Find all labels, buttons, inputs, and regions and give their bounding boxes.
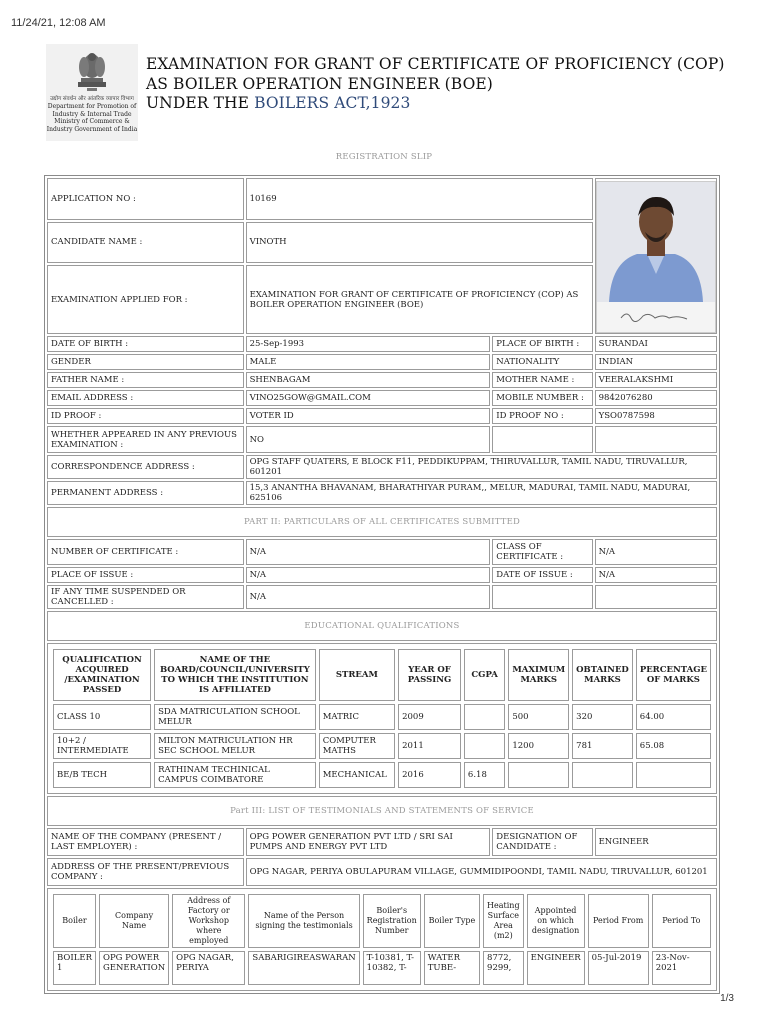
svc-cell: OPG POWER GENERATION (99, 951, 169, 985)
svc-cell: WATER TUBE- (424, 951, 480, 985)
appeared-value: NO (246, 426, 491, 453)
svc-col-header: Address of Factory or Workshop where employed (172, 894, 245, 948)
gender-value: MALE (246, 354, 491, 370)
idproof-value: VOTER ID (246, 408, 491, 424)
svc-cell: SABARIGIREASWARAN (248, 951, 359, 985)
edu-cell: 2009 (398, 704, 461, 730)
edu-cell: 65.08 (636, 733, 711, 759)
mother-value: VEERALAKSHMI (595, 372, 717, 388)
exam-value: EXAMINATION FOR GRANT OF CERTIFICATE OF PROFICIENCY (COP) AS BOILER OPERATION ENGINEER (BOE) (246, 265, 593, 334)
edu-cell (636, 762, 711, 788)
table-row (53, 733, 711, 759)
edu-col-header: PERCENTAGE OF MARKS (636, 649, 711, 701)
edu-cell: RATHINAM TECHINICAL CAMPUS COIMBATORE (154, 762, 316, 788)
edu-cell: BE/B TECH (53, 762, 151, 788)
edu-cell: 10+2 / INTERMEDIATE (53, 733, 151, 759)
edu-col-header: QUALIFICATION ACQUIRED /EXAMINATION PASSED (53, 649, 151, 701)
education-heading: EDUCATIONAL QUALIFICATIONS (47, 611, 717, 641)
table-row (53, 704, 711, 730)
dept-line: Department for Promotion of (47, 103, 137, 111)
national-emblem-icon (72, 48, 112, 92)
svc-cell: 05-Jul-2019 (588, 951, 649, 985)
svc-col-header: Period From (588, 894, 649, 948)
dept-line: Industry & Internal Trade (52, 110, 132, 118)
corr-address-label: CORRESPONDENCE ADDRESS : (47, 455, 244, 479)
candidate-name-value: VINOTH (246, 222, 593, 264)
mother-label: MOTHER NAME : (492, 372, 592, 388)
svc-col-header: Heating Surface Area (m2) (483, 894, 524, 948)
edu-cell: 1200 (508, 733, 569, 759)
candidate-name-label: CANDIDATE NAME : (47, 222, 244, 264)
svc-col-header: Name of the Person signing the testimonials (248, 894, 359, 948)
empty-cell (492, 585, 592, 609)
edu-col-header: CGPA (464, 649, 505, 701)
dept-line: Ministry of Commerce & (54, 118, 130, 126)
table-row (53, 762, 711, 788)
idproofno-value: YSO0787598 (595, 408, 717, 424)
edu-cell (508, 762, 569, 788)
svc-col-header: Boiler Type (424, 894, 480, 948)
father-label: FATHER NAME : (47, 372, 244, 388)
edu-cell: MECHANICAL (319, 762, 395, 788)
svc-col-header: Boiler's Registration Number (363, 894, 421, 948)
idproofno-label: ID PROOF NO : (492, 408, 592, 424)
boilers-act: BOILERS ACT,1923 (254, 94, 411, 112)
svc-col-header: Appointed on which designation (527, 894, 585, 948)
company-label: NAME OF THE COMPANY (PRESENT / LAST EMPLOYER) : (47, 828, 244, 856)
email-value: VINO25GOW@GMAIL.COM (246, 390, 491, 406)
edu-col-header: NAME OF THE BOARD/COUNCIL/UNIVERSITY TO WHICH THE INSTITUTION IS AFFILIATED (154, 649, 316, 701)
education-table (50, 646, 714, 791)
date-issue-value: N/A (595, 567, 717, 583)
dept-line: Industry Government of India (46, 125, 138, 133)
edu-cell (572, 762, 633, 788)
empty-cell (595, 426, 717, 453)
edu-cell (464, 704, 505, 730)
candidate-photo-icon (597, 182, 715, 332)
company-address-label: ADDRESS OF THE PRESENT/PREVIOUS COMPANY : (47, 858, 244, 886)
edu-cell: 500 (508, 704, 569, 730)
edu-cell: MILTON MATRICULATION HR SEC SCHOOL MELUR (154, 733, 316, 759)
edu-cell (464, 733, 505, 759)
page-title (146, 55, 725, 114)
svc-col-header: Boiler (53, 894, 96, 948)
dept-hindi: उद्योग संवर्धन और आंतरिक व्यापार विभाग (50, 96, 134, 102)
title-line-1: EXAMINATION FOR GRANT OF CERTIFICATE OF PROFICIENCY (COP) (146, 55, 725, 73)
nationality-value: INDIAN (595, 354, 717, 370)
dob-label: DATE OF BIRTH : (47, 336, 244, 352)
mobile-label: MOBILE NUMBER : (492, 390, 592, 406)
empty-cell (492, 426, 592, 453)
place-issue-label: PLACE OF ISSUE : (47, 567, 244, 583)
svc-col-header: Period To (652, 894, 711, 948)
edu-cell: CLASS 10 (53, 704, 151, 730)
ministry-logo (46, 44, 138, 141)
edu-cell: 64.00 (636, 704, 711, 730)
part2-heading: PART II: PARTICULARS OF ALL CERTIFICATES SUBMITTED (47, 507, 717, 537)
print-date: 11/24/21, 12:08 AM (11, 17, 106, 29)
num-cert-label: NUMBER OF CERTIFICATE : (47, 539, 244, 565)
edu-cell: 2016 (398, 762, 461, 788)
dob-value: 25-Sep-1993 (246, 336, 491, 352)
svc-cell: OPG NAGAR, PERIYA (172, 951, 245, 985)
page-number: 1/3 (720, 993, 734, 1004)
edu-col-header: YEAR OF PASSING (398, 649, 461, 701)
edu-cell: 6.18 (464, 762, 505, 788)
candidate-photo (596, 181, 716, 333)
num-cert-value: N/A (246, 539, 491, 565)
pob-label: PLACE OF BIRTH : (492, 336, 592, 352)
department-name (46, 96, 138, 133)
corr-address-value: OPG STAFF QUATERS, E BLOCK F11, PEDDIKUPPAM, THIRUVALLUR, TAMIL NADU, TIRUVALLUR, 601201 (246, 455, 717, 479)
table-row (53, 951, 711, 985)
svc-col-header: Company Name (99, 894, 169, 948)
edu-cell: 320 (572, 704, 633, 730)
company-address-value: OPG NAGAR, PERIYA OBULAPURAM VILLAGE, GUMMIDIPOONDI, TAMIL NADU, TIRUVALLUR, 601201 (246, 858, 717, 886)
svc-cell: 8772, 9299, (483, 951, 524, 985)
application-no-label: APPLICATION NO : (47, 178, 244, 220)
svc-cell: ENGINEER (527, 951, 585, 985)
photo-cell (595, 178, 717, 334)
edu-cell: COMPUTER MATHS (319, 733, 395, 759)
testimonials-wrapper (47, 888, 717, 991)
class-cert-label: CLASS OF CERTIFICATE : (492, 539, 592, 565)
mobile-value: 9842076280 (595, 390, 717, 406)
father-value: SHENBAGAM (246, 372, 491, 388)
registration-slip-heading: REGISTRATION SLIP (335, 152, 433, 162)
edu-cell: 2011 (398, 733, 461, 759)
designation-label: DESIGNATION OF CANDIDATE : (492, 828, 592, 856)
nationality-label: NATIONALITY (492, 354, 592, 370)
empty-cell (595, 585, 717, 609)
svc-cell: 23-Nov-2021 (652, 951, 711, 985)
suspended-label: IF ANY TIME SUSPENDED OR CANCELLED : (47, 585, 244, 609)
place-issue-value: N/A (246, 567, 491, 583)
class-cert-value: N/A (595, 539, 717, 565)
edu-cell: MATRIC (319, 704, 395, 730)
idproof-label: ID PROOF : (47, 408, 244, 424)
education-wrapper (47, 643, 717, 794)
edu-cell: 781 (572, 733, 633, 759)
exam-label: EXAMINATION APPLIED FOR : (47, 265, 244, 334)
edu-col-header: OBTAINED MARKS (572, 649, 633, 701)
title-line-3 (146, 94, 725, 114)
registration-table (44, 175, 720, 994)
company-value: OPG POWER GENERATION PVT LTD / SRI SAI PUMPS AND ENERGY PVT LTD (246, 828, 491, 856)
perm-address-value: 15,3 ANANTHA BHAVANAM, BHARATHIYAR PURAM,, MELUR, MADURAI, TAMIL NADU, MADURAI, 625106 (246, 481, 717, 505)
suspended-value: N/A (246, 585, 491, 609)
edu-cell: SDA MATRICULATION SCHOOL MELUR (154, 704, 316, 730)
edu-col-header: MAXIMUM MARKS (508, 649, 569, 701)
part3-heading: Part III: LIST OF TESTIMONIALS AND STATEMENTS OF SERVICE (47, 796, 717, 826)
svc-cell: T-10381, T-10382, T- (363, 951, 421, 985)
testimonials-table (50, 891, 714, 988)
application-no-value: 10169 (246, 178, 593, 220)
title-prefix: UNDER THE (146, 94, 255, 112)
email-label: EMAIL ADDRESS : (47, 390, 244, 406)
svc-cell: BOILER 1 (53, 951, 96, 985)
gender-label: GENDER (47, 354, 244, 370)
edu-col-header: STREAM (319, 649, 395, 701)
appeared-label: WHETHER APPEARED IN ANY PREVIOUS EXAMINATION : (47, 426, 244, 453)
date-issue-label: DATE OF ISSUE : (492, 567, 592, 583)
perm-address-label: PERMANENT ADDRESS : (47, 481, 244, 505)
designation-value: ENGINEER (595, 828, 717, 856)
title-line-2: AS BOILER OPERATION ENGINEER (BOE) (146, 74, 493, 93)
pob-value: SURANDAI (595, 336, 717, 352)
